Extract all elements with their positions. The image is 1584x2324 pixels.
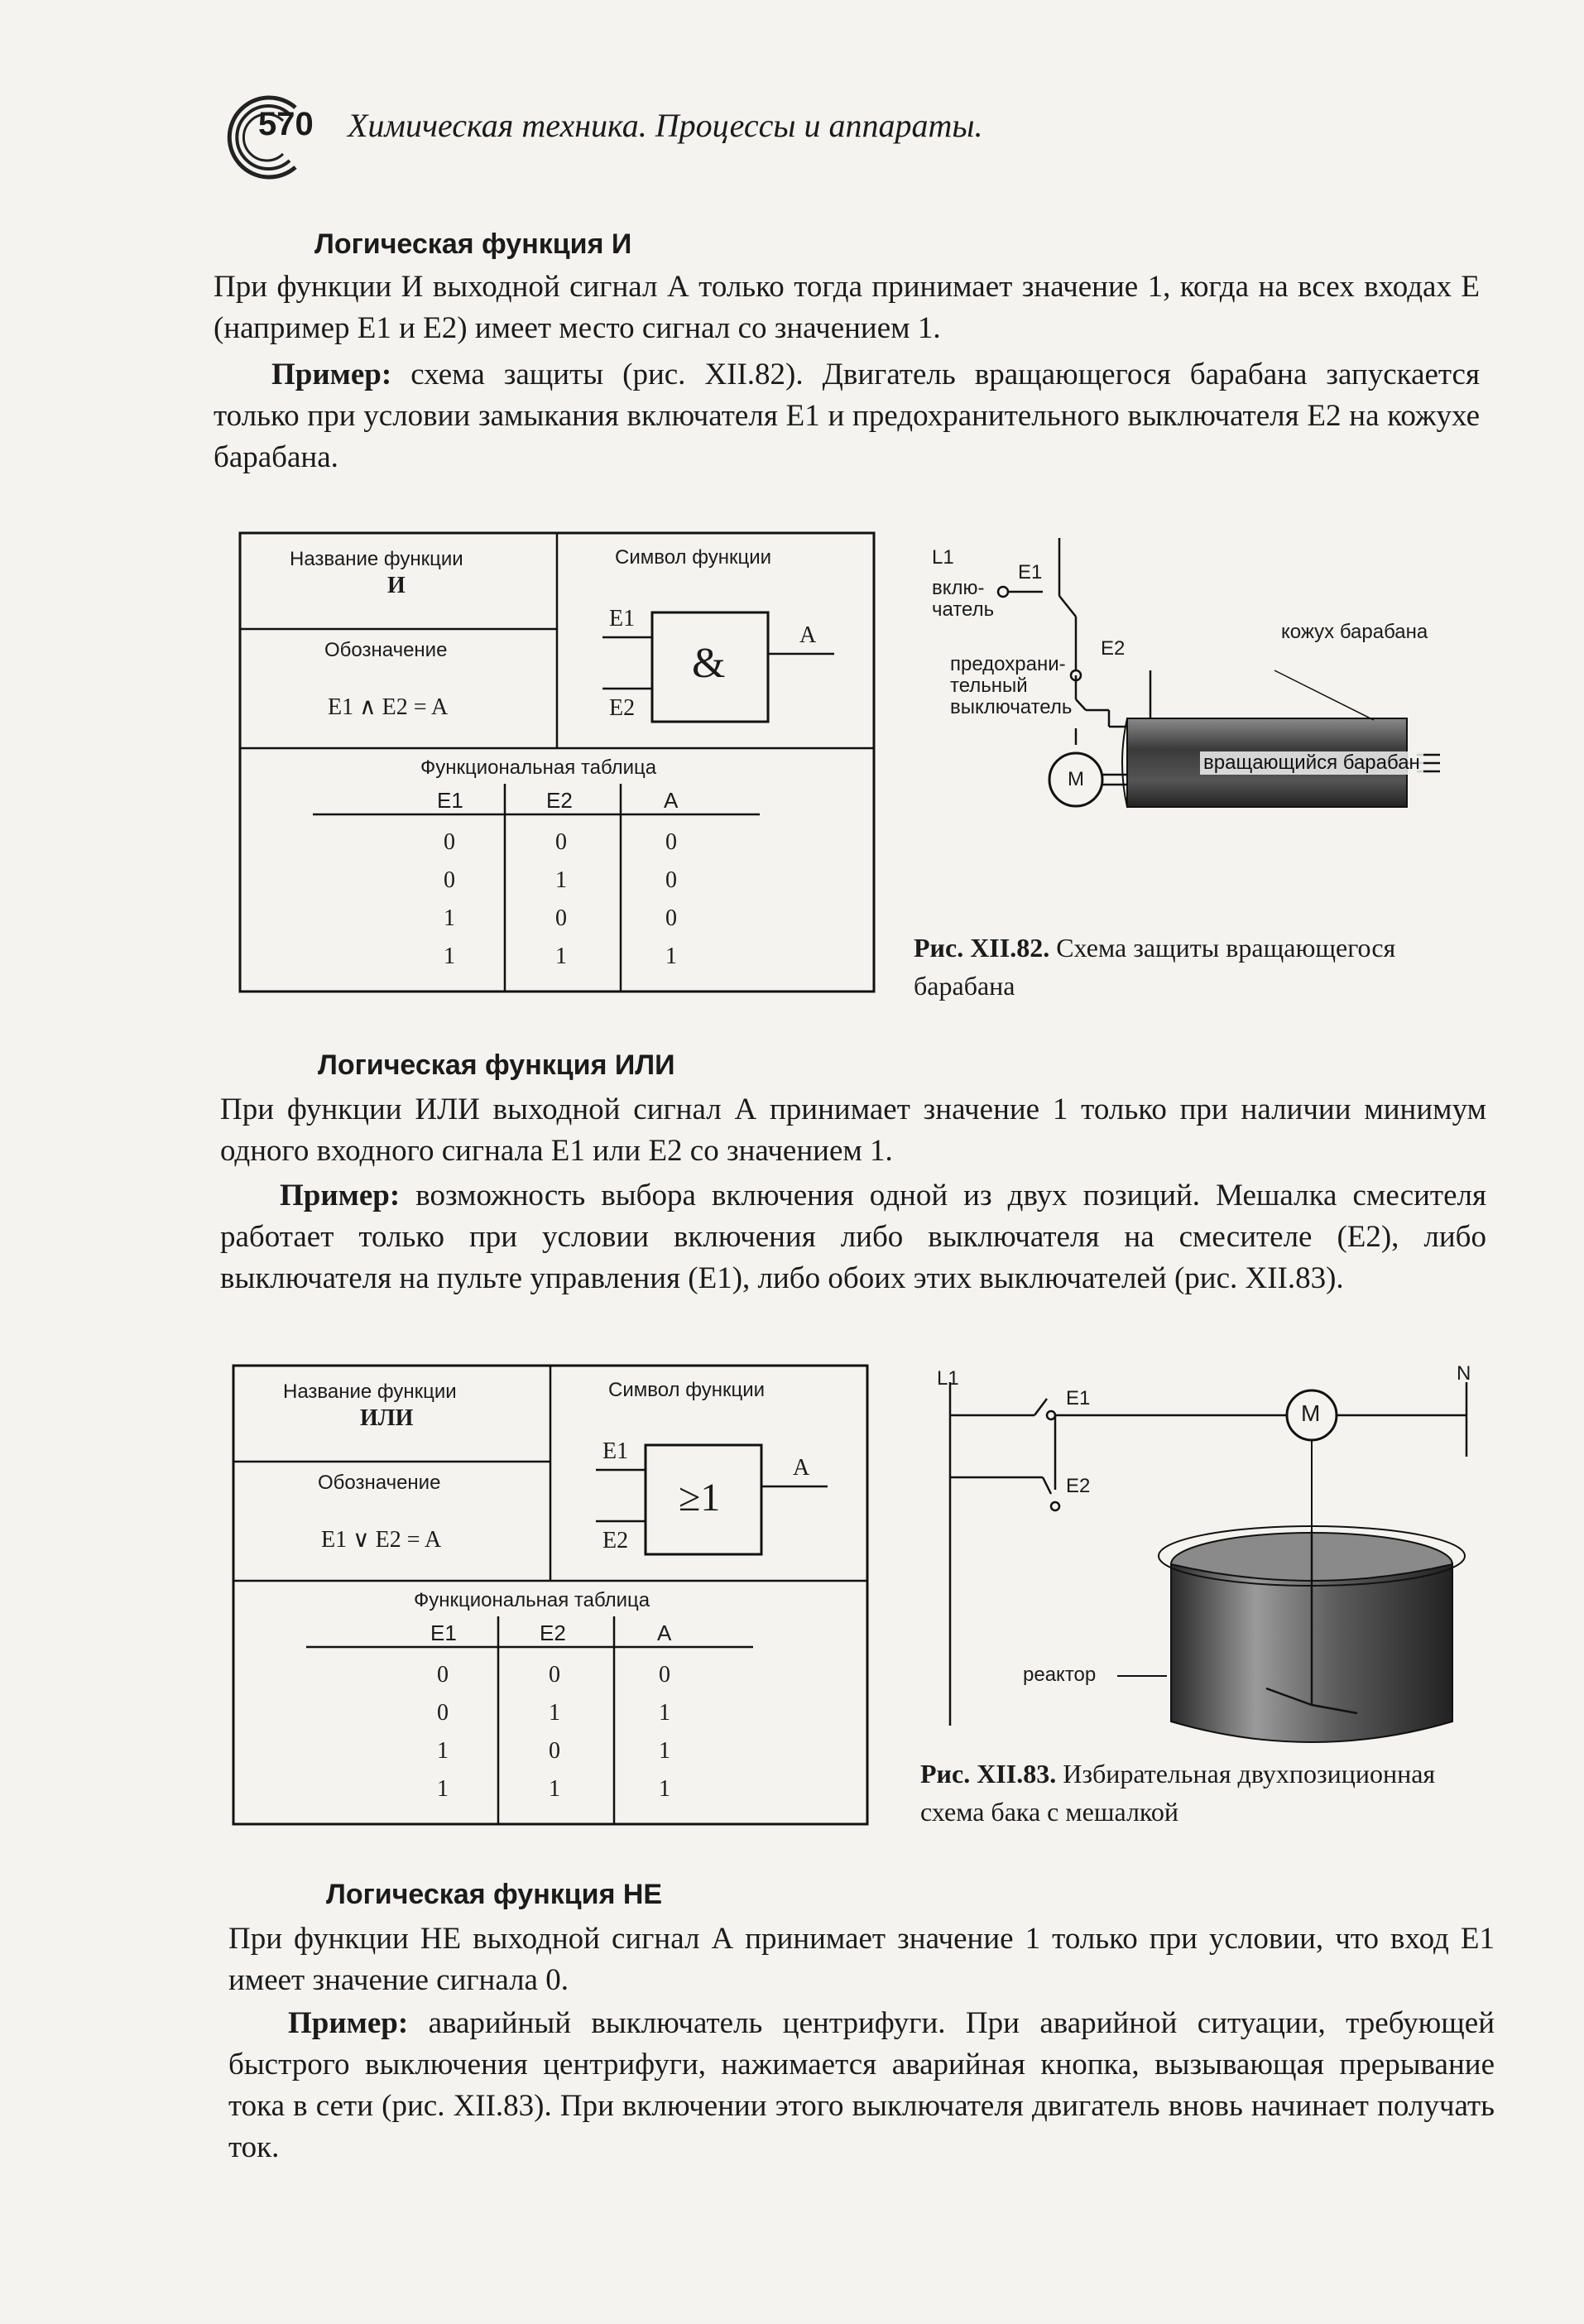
cell: 0	[665, 829, 677, 855]
example-label: Пример:	[280, 1179, 401, 1212]
cell: 0	[444, 867, 455, 893]
col-e2: E2	[546, 788, 573, 813]
example-label: Пример:	[271, 358, 392, 391]
symbol-label: Символ функции	[615, 546, 771, 569]
example-text: аварийный выключатель центрифуги. При аварийной ситуации, требующей быстрого выключения центрифуги, нажимается аварийная кнопка, вызывающая прерывание тока в сети (рис. XII.83). При включении этого выключателя двигатель вновь начинает получать ток.	[228, 2006, 1495, 2164]
formula: E1 ∨ E2 = A	[321, 1527, 442, 1553]
mixer-tank-figure	[919, 1357, 1498, 1771]
cell: 0	[555, 905, 567, 931]
and-example	[214, 354, 1480, 478]
cell: 0	[437, 1700, 449, 1726]
cell: 1	[437, 1738, 449, 1764]
heading-or: Логическая функция ИЛИ	[318, 1049, 675, 1081]
e2-label: E2	[1101, 637, 1126, 660]
cell: 0	[549, 1738, 560, 1764]
symbol-label: Символ функции	[608, 1379, 765, 1401]
or-gate-symbol: ≥1	[679, 1476, 721, 1520]
name-value: И	[387, 573, 406, 598]
cell: 0	[555, 829, 567, 855]
figure-82-caption	[914, 929, 1485, 1005]
example-text: возможность выбора включения одной из двух позиций. Мешалка смесителя работает только при условии включения либо выключателя на смесителе (Е2), либо выключателя на пульте управления (Е1), либо обоих этих выключателей (рис. XII.83).	[220, 1179, 1486, 1295]
and-gate-symbol: &	[692, 640, 726, 687]
cell: 1	[665, 944, 677, 969]
not-example	[228, 2003, 1495, 2168]
caption-num: Рис. XII.83.	[920, 1759, 1057, 1789]
or-function-box	[232, 1364, 869, 1826]
table-title: Функциональная таблица	[414, 1589, 650, 1611]
cell: 1	[659, 1776, 670, 1802]
heading-not: Логическая функция НЕ	[326, 1879, 663, 1910]
motor-label: M	[1068, 768, 1084, 790]
name-value: ИЛИ	[360, 1405, 414, 1431]
caption-num: Рис. XII.82.	[914, 933, 1050, 963]
and-function-box	[238, 531, 876, 993]
col-e1: E1	[437, 788, 463, 813]
cell: 1	[555, 944, 567, 969]
cell: 1	[444, 905, 455, 931]
reactor-label: реактор	[1023, 1664, 1097, 1686]
cell: 0	[659, 1662, 670, 1688]
figure-83-caption	[920, 1755, 1491, 1831]
cell: 0	[549, 1662, 560, 1688]
protection-circuit-figure	[910, 530, 1481, 877]
cell: 1	[659, 1700, 670, 1726]
designation-label: Обозначение	[318, 1472, 441, 1494]
heading-and: Логическая функция И	[314, 228, 632, 260]
or-example	[220, 1175, 1486, 1299]
drum-label: вращающийся барабан	[1200, 751, 1423, 775]
gate-input-2: E2	[602, 1528, 629, 1553]
gate-input-1: E1	[602, 1438, 629, 1464]
gate-output: A	[799, 622, 817, 648]
example-label: Пример:	[288, 2006, 409, 2040]
motor-label: M	[1301, 1400, 1321, 1426]
cell: 1	[549, 1776, 560, 1802]
table-title: Функциональная таблица	[420, 756, 657, 779]
cell: 0	[665, 867, 677, 893]
e1-label: E1	[1066, 1387, 1091, 1409]
l1-label: L1	[932, 546, 954, 569]
caption-text: Избирательная двухпозиционная схема бака с мешалкой	[920, 1759, 1436, 1827]
designation-label: Обозначение	[324, 639, 448, 661]
safety-switch-label: предохрани- тельный выключатель	[950, 653, 1073, 718]
col-a: A	[664, 788, 679, 813]
gate-input-1: E1	[609, 606, 636, 631]
gate-output: A	[793, 1455, 810, 1481]
name-label: Название функции	[290, 548, 463, 570]
name-label: Название функции	[283, 1380, 457, 1403]
switch-label: вклю- чатель	[932, 577, 995, 621]
cell: 1	[444, 944, 455, 969]
or-definition: При функции ИЛИ выходной сигнал А принимает значение 1 только при наличии минимум одного входного сигнала Е1 или Е2 со значением 1.	[220, 1092, 1486, 1168]
formula: E1 ∧ E2 = A	[328, 694, 449, 720]
e2-label: E2	[1066, 1475, 1091, 1497]
e1-label: E1	[1018, 561, 1043, 583]
cell: 0	[437, 1662, 449, 1688]
cell: 1	[659, 1738, 670, 1764]
page-number: 570	[258, 106, 314, 142]
not-definition: При функции НЕ выходной сигнал А принимает значение 1 только при условии, что вход Е1 имеет значение сигнала 0.	[228, 1922, 1495, 1997]
caption-text: Схема защиты вращающегося барабана	[914, 933, 1396, 1001]
cell: 0	[444, 829, 455, 855]
col-a: A	[657, 1621, 672, 1645]
col-e1: E1	[430, 1621, 457, 1645]
cell: 1	[437, 1776, 449, 1802]
and-definition: При функции И выходной сигнал А только тогда принимает значение 1, когда на всех входах Е (например Е1 и Е2) имеет место сигнал со значением 1.	[214, 270, 1480, 345]
col-e2: E2	[540, 1621, 566, 1645]
n-label: N	[1457, 1362, 1471, 1385]
casing-label: кожух барабана	[1281, 621, 1428, 643]
gate-input-2: E2	[609, 695, 636, 721]
cell: 1	[555, 867, 567, 893]
l1-label: L1	[937, 1367, 959, 1390]
cell: 1	[549, 1700, 560, 1726]
cell: 0	[665, 905, 677, 931]
example-text: схема защиты (рис. XII.82). Двигатель вращающегося барабана запускается только при условии замыкания включателя Е1 и предохранительного выключателя Е2 на кожухе барабана.	[214, 358, 1480, 474]
running-title: Химическая техника. Процессы и аппараты.	[348, 107, 983, 144]
